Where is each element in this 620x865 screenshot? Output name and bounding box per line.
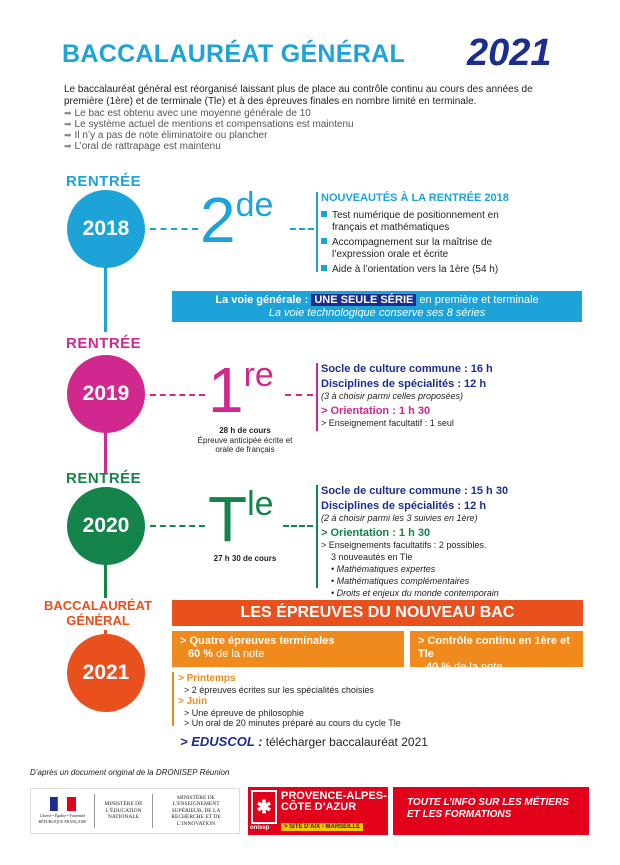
ministry-logos (30, 788, 240, 834)
page-title: BACCALAURÉAT GÉNÉRAL (62, 40, 406, 68)
specialites-2019: Disciplines de spécialités : 12 h (321, 378, 487, 390)
box1-pct: 60 % de la note (188, 648, 265, 660)
region-name: PROVENCE-ALPES- CÔTE D’AZUR (281, 790, 387, 813)
square-bullet-icon (321, 238, 327, 244)
connector-2019-right (285, 394, 313, 396)
facultatif-2020: > Enseignements facultatifs : 2 possibles. (321, 540, 487, 550)
banner-line2: La voie technologique conserve ses 8 séries (268, 307, 486, 319)
header (62, 32, 582, 78)
grade-1re: 1re (208, 354, 274, 426)
specialites-note-2019: (3 à choisir parmi celles proposées) (321, 391, 464, 401)
intro-bullet: ➡ L’oral de rattrapage est maintenu (64, 141, 221, 152)
printemps-text: > 2 épreuves écrites sur les spécialités choisies (184, 684, 374, 695)
source-note: D’après un document original de la DRONISEP Réunion (30, 768, 230, 777)
box2-pct: 40 % de la note (426, 661, 503, 673)
year-circle-2019: 2019 (67, 355, 145, 433)
nouveautes-2020: 3 nouveautés en Tle (331, 552, 413, 562)
panel-2019 (321, 363, 581, 429)
bac-notes-bar (172, 672, 174, 726)
rentree-2020-label: RENTRÉE (66, 470, 142, 487)
title-year: 2021 (467, 32, 552, 74)
option-item: • Mathématiques complémentaires (331, 576, 470, 586)
hours-2019: 28 h de cours Épreuve anticipée écrite et orale de français (197, 426, 293, 454)
specialites-note-2020: (2 à choisir parmi les 3 suivies en 1ère) (321, 513, 478, 523)
panel-2020-bar (316, 485, 318, 588)
intro-bullet: ➡ Le bac est obtenu avec une moyenne générale de 10 (64, 108, 311, 119)
marianne-icon (50, 797, 76, 811)
square-bullet-icon (321, 265, 327, 271)
printemps-label: > Printemps (178, 673, 236, 684)
timeline-segment-cyan (104, 266, 107, 332)
panel-2020 (321, 485, 586, 599)
specialites-2020: Disciplines de spécialités : 12 h (321, 500, 487, 512)
ministere-recherche-logo: MINISTÈRE DE L’ENSEIGNEMENT SUPÉRIEUR, DE LA RECHERCHE ET DE L’INNOVATION (171, 794, 221, 827)
intro-bullets (64, 108, 554, 152)
timeline-segment-magenta (104, 429, 107, 473)
site-label: > SITE D’AIX - MARSEILLE (281, 823, 363, 831)
onisep-logo (248, 787, 388, 835)
arrow-icon: ➡ (64, 108, 72, 118)
list-item: Aide à l’orientation vers la 1ère (54 h) (321, 264, 581, 276)
square-bullet-icon (321, 211, 327, 217)
rentree-2019-label: RENTRÉE (66, 335, 142, 352)
juin-label: > Juin (178, 696, 208, 707)
panel-2018-title: NOUVEAUTÉS À LA RENTRÉE 2018 (321, 192, 509, 204)
onisep-label: onisep (250, 825, 270, 831)
intro-text: Le baccalauréat général est réorganisé laissant plus de place au contrôle continu au cours des années de première (1ère) et de terminale (Tle) et à des épreuves finales en nombre limité en terminale. (64, 84, 533, 107)
box1-title: > Quatre épreuves terminales (180, 635, 335, 647)
intro-bullet: ➡ Le système actuel de mentions et compensations est maintenu (64, 119, 354, 130)
bac-label: BACCALAURÉAT GÉNÉRAL (43, 598, 153, 628)
connector-2020 (150, 525, 205, 527)
year-circle-2020: 2020 (67, 487, 145, 565)
grade-tle: $T^{le}$ (208, 483, 274, 555)
juin-text-2: > Un oral de 20 minutes préparé au cours du cycle Tle (184, 718, 401, 728)
socle-2020: Socle de culture commune : 15 h 30 (321, 485, 509, 497)
connector-2018-right (290, 228, 314, 230)
controle-continu-box (410, 631, 583, 673)
info-tagline: TOUTE L’INFO SUR LES MÉTIERS ET LES FORMATIONS (393, 787, 589, 835)
intro (64, 84, 554, 152)
panel-2018 (321, 192, 581, 276)
ministere-education-logo: MINISTÈRE DE L’ÉDUCATION NATIONALE (95, 794, 153, 828)
marianne-logo: Liberté • Égalité • Fraternité RÉPUBLIQUE FRANÇAISE (31, 794, 95, 828)
year-circle-2018: 2018 (67, 190, 145, 268)
list-item: Accompagnement sur la maîtrise de l’expression orale et écrite (321, 237, 581, 261)
connector-2019 (150, 394, 205, 396)
eduscol-link[interactable]: > EDUSCOL : télécharger baccalauréat 2021 (180, 734, 428, 749)
orientation-2020: > Orientation : 1 h 30 (321, 527, 431, 539)
epreuves-banner: LES ÉPREUVES DU NOUVEAU BAC (172, 600, 583, 626)
list-item: Test numérique de positionnement en français et mathématiques (321, 210, 581, 234)
arrow-icon: ➡ (64, 141, 72, 151)
arrow-icon: ➡ (64, 119, 72, 129)
panel-2019-bar (316, 363, 318, 431)
facultatif-2019: > Enseignement facultatif : 1 seul (321, 418, 454, 428)
arrow-icon: ➡ (64, 130, 72, 140)
epreuves-terminales-box (172, 631, 404, 667)
orientation-2019: > Orientation : 1 h 30 (321, 405, 431, 417)
hours-2020: 27 h 30 de cours (213, 554, 277, 563)
panel-2018-bar (316, 192, 318, 272)
box2-title: > Contrôle continu en 1ère et Tle (418, 635, 570, 660)
banner-line1: La voie générale : UNE SEULE SÉRIE en première et terminale (215, 294, 539, 306)
bac-notes (178, 674, 401, 729)
connector-2018 (150, 228, 198, 230)
intro-bullet: ➡ Il n’y a pas de note éliminatoire ou plancher (64, 130, 268, 141)
option-item: • Droits et enjeux du monde contemporain (331, 588, 499, 598)
voie-generale-banner (172, 291, 582, 322)
onisep-star-icon: ✱ (251, 790, 277, 824)
grade-2de: 2de (200, 184, 274, 256)
connector-2020-right (283, 525, 313, 527)
socle-2019: Socle de culture commune : 16 h (321, 363, 493, 375)
year-circle-2021: 2021 (67, 634, 145, 712)
juin-text-1: > Une épreuve de philosophie (184, 707, 304, 718)
option-item: • Mathématiques expertes (331, 564, 436, 574)
rentree-2018-label: RENTRÉE (66, 173, 142, 190)
